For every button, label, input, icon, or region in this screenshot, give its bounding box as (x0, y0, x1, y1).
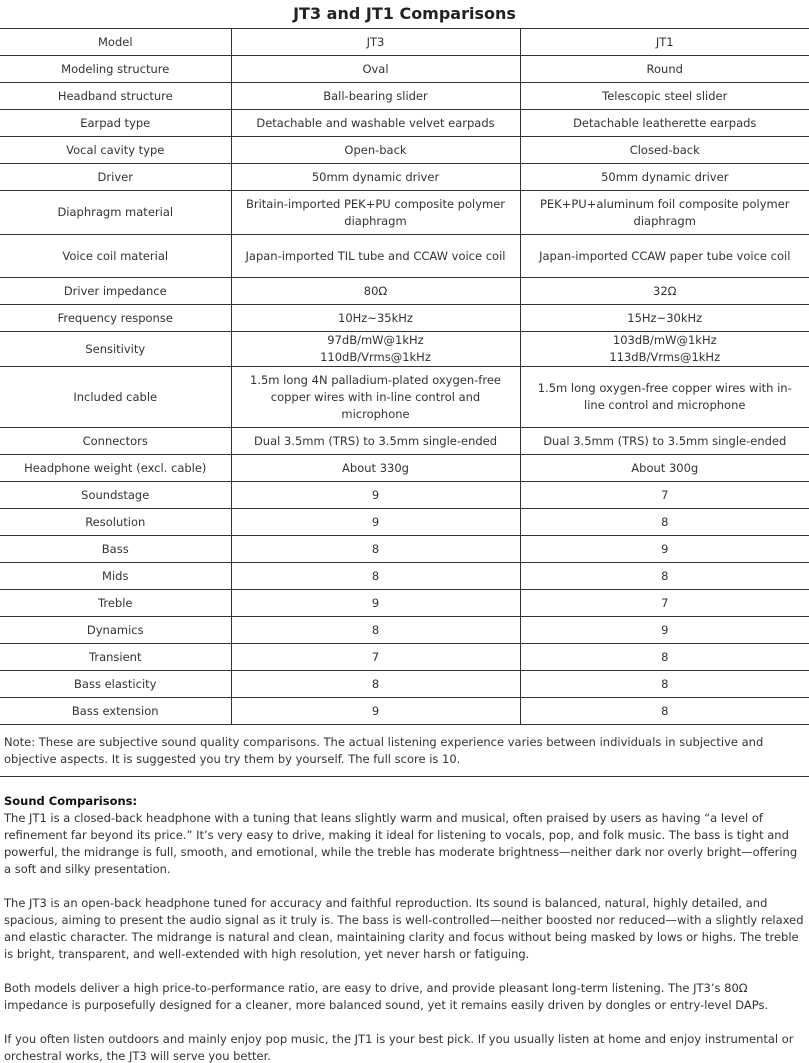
cell-text: Modeling structure (61, 61, 170, 76)
spec-label-cell (0, 191, 231, 235)
cell-text: 103dB/mW@1kHz (612, 333, 717, 347)
table-row (0, 29, 809, 56)
cell-text: Included cable (73, 389, 158, 404)
table-row (0, 235, 809, 278)
jt1-value-cell (520, 536, 809, 563)
jt3-value-cell (231, 590, 520, 617)
cell-text: 110dB/Vrms@1kHz (320, 350, 431, 364)
cell-text: Open-back (344, 142, 407, 157)
jt1-value-cell (520, 191, 809, 235)
table-row (0, 482, 809, 509)
jt3-value-cell (231, 428, 520, 455)
table-row (0, 164, 809, 191)
table-row (0, 590, 809, 617)
cell-text: 9 (371, 487, 380, 502)
cell-text: Vocal cavity type (66, 142, 165, 157)
table-row (0, 428, 809, 455)
spec-label-cell (0, 164, 231, 191)
cell-text: Britain-imported PEK+PU composite polymer diaphragm (245, 196, 506, 228)
spec-label-cell (0, 590, 231, 617)
cell-text: 8 (661, 514, 669, 529)
table-row (0, 563, 809, 590)
jt1-value-cell (520, 164, 809, 191)
jt1-value-cell (520, 83, 809, 110)
cell-text: Bass (101, 541, 129, 556)
jt3-value-cell (231, 482, 520, 509)
sound-paragraph: The JT3 is an open-back headphone tuned for accuracy and faithful reproduction. Its sound is balanced, natural, highly detailed, and spacious, aiming to present the audio signal as it truly is. The bass is well-controlled—neither boosted nor reduced—with a slightly relaxed and elastic character. The midrange is natural and clean, maintaining clarity and focus without being masked by lows or highs. The treble is bright, transparent, and well-extended with high resolution, yet never harsh or fatiguing. (4, 896, 804, 961)
table-row (0, 191, 809, 235)
jt3-value-cell (231, 305, 520, 332)
jt3-value-cell (231, 671, 520, 698)
jt3-value-cell (231, 332, 520, 367)
jt1-value-cell (520, 428, 809, 455)
spec-label-cell (0, 137, 231, 164)
jt1-value-cell (520, 509, 809, 536)
jt3-value-cell (231, 563, 520, 590)
cell-text: 7 (661, 487, 669, 502)
cell-text: Voice coil material (62, 248, 169, 263)
jt3-value-cell (231, 164, 520, 191)
jt1-value-cell (520, 56, 809, 83)
cell-text: Transient (89, 649, 142, 664)
jt1-value-cell (520, 482, 809, 509)
table-row (0, 698, 809, 725)
spec-label-cell (0, 278, 231, 305)
jt3-value-cell (231, 617, 520, 644)
table-row (0, 455, 809, 482)
jt1-value-cell (520, 698, 809, 725)
jt3-value-cell (231, 110, 520, 137)
cell-text: 1.5m long oxygen-free copper wires with in-line control and microphone (537, 381, 792, 412)
cell-text: 113dB/Vrms@1kHz (609, 350, 721, 364)
cell-text: Frequency response (57, 310, 173, 325)
cell-text: Model (97, 34, 133, 49)
jt1-value-cell (520, 455, 809, 482)
cell-text: Oval (362, 61, 389, 76)
cell-text: 7 (371, 649, 380, 664)
jt3-value-cell (231, 278, 520, 305)
cell-text: 9 (661, 541, 669, 556)
cell-text: 8 (371, 568, 380, 583)
jt1-value-cell (520, 332, 809, 367)
cell-text: Diaphragm material (57, 205, 174, 219)
jt1-value-cell (520, 29, 809, 56)
sound-comparisons-section (0, 777, 809, 1063)
cell-text: 32Ω (653, 283, 677, 298)
table-row (0, 137, 809, 164)
table-row (0, 278, 809, 305)
cell-text: 8 (371, 622, 380, 637)
cell-text: Japan-imported TIL tube and CCAW voice coil (245, 248, 506, 263)
spec-label-cell (0, 305, 231, 332)
spec-label-cell (0, 563, 231, 590)
sound-paragraph: The JT1 is a closed-back headphone with a tuning that leans slightly warm and musical, often praised by users as having “a level of refinement far beyond its price.” It’s very easy to drive, making it ideal for listening to vocals, pop, and folk music. The bass is tight and powerful, the midrange is full, smooth, and emotional, while the treble has moderate brightness—neither dark nor overly bright—offering a soft and silky presentation. (4, 811, 798, 876)
cell-text: 8 (661, 703, 669, 718)
table-row (0, 536, 809, 563)
cell-text: Detachable leatherette earpads (573, 115, 757, 130)
spec-label-cell (0, 617, 231, 644)
jt3-value-cell (231, 29, 520, 56)
cell-text: 50mm dynamic driver (601, 169, 729, 184)
cell-text: 1.5m long 4N palladium-plated oxygen-free copper wires with in-line control and microphone (250, 372, 501, 421)
table-row (0, 671, 809, 698)
jt3-value-cell (231, 536, 520, 563)
cell-text: 9 (371, 703, 380, 718)
spec-label-cell (0, 482, 231, 509)
cell-text: Treble (98, 595, 133, 610)
jt3-value-cell (231, 137, 520, 164)
cell-text: Round (646, 61, 683, 76)
cell-text: Earpad type (80, 115, 151, 130)
table-row (0, 305, 809, 332)
table-row (0, 332, 809, 367)
cell-text: 8 (371, 541, 380, 556)
table-row (0, 56, 809, 83)
jt1-value-cell (520, 590, 809, 617)
spec-label-cell (0, 698, 231, 725)
jt1-value-cell (520, 563, 809, 590)
table-row (0, 617, 809, 644)
jt1-value-cell (520, 278, 809, 305)
cell-text: Dual 3.5mm (TRS) to 3.5mm single-ended (543, 433, 787, 448)
jt1-value-cell (520, 110, 809, 137)
jt3-value-cell (231, 56, 520, 83)
cell-text: PEK+PU+aluminum foil composite polymer diaphragm (539, 196, 790, 228)
cell-text: 7 (661, 595, 669, 610)
jt3-value-cell (231, 367, 520, 428)
cell-text: 9 (371, 595, 380, 610)
spec-label-cell (0, 428, 231, 455)
cell-text: Mids (102, 568, 129, 583)
cell-text: Sensitivity (85, 341, 146, 356)
cell-text: Bass elasticity (74, 676, 157, 691)
spec-label-cell (0, 509, 231, 536)
jt1-value-cell (520, 617, 809, 644)
cell-text: Dynamics (86, 622, 144, 637)
cell-text: Headband structure (57, 88, 173, 103)
cell-text: JT1 (655, 34, 674, 49)
jt3-value-cell (231, 509, 520, 536)
cell-text: Resolution (85, 514, 146, 529)
cell-text: Dual 3.5mm (TRS) to 3.5mm single-ended (253, 433, 498, 448)
cell-text: Telescopic steel slider (602, 88, 728, 103)
jt1-value-cell (520, 305, 809, 332)
sound-paragraph: Both models deliver a high price-to-performance ratio, are easy to drive, and provide pleasant long-term listening. The JT3’s 80Ω impedance is purposefully designed for a cleaner, more balanced sound, yet it remains easily driven by dongles or entry-level DAPs. (4, 981, 769, 1012)
spec-label-cell (0, 332, 231, 367)
cell-text: Headphone weight (excl. cable) (24, 460, 207, 475)
jt3-value-cell (231, 698, 520, 725)
jt3-value-cell (231, 83, 520, 110)
cell-text: Japan-imported CCAW paper tube voice coil (539, 248, 791, 263)
spec-label-cell (0, 56, 231, 83)
cell-text: About 330g (342, 460, 409, 475)
cell-text: Driver (97, 169, 133, 184)
jt1-value-cell (520, 671, 809, 698)
cell-text: 80Ω (363, 283, 388, 298)
spec-label-cell (0, 455, 231, 482)
jt1-value-cell (520, 644, 809, 671)
cell-text: 8 (661, 649, 669, 664)
jt3-value-cell (231, 191, 520, 235)
spec-label-cell (0, 110, 231, 137)
cell-text: 8 (661, 568, 669, 583)
comparison-table (0, 28, 809, 725)
table-row (0, 110, 809, 137)
cell-text: JT3 (366, 34, 385, 49)
spec-label-cell (0, 83, 231, 110)
page-title: JT3 and JT1 Comparisons (293, 4, 516, 23)
jt1-value-cell (520, 367, 809, 428)
cell-text: 97dB/mW@1kHz (327, 333, 424, 347)
cell-text: Detachable and washable velvet earpads (256, 115, 495, 130)
table-row (0, 83, 809, 110)
cell-text: 9 (371, 514, 380, 529)
spec-label-cell (0, 644, 231, 671)
jt3-value-cell (231, 455, 520, 482)
jt1-value-cell (520, 137, 809, 164)
cell-text: 8 (661, 676, 669, 691)
table-row (0, 367, 809, 428)
cell-text: 10Hz~35kHz (338, 310, 413, 325)
note-text: Note: These are subjective sound quality comparisons. The actual listening experience varies between individuals in subjective and objective aspects. It is suggested you try them by yourself. The full score is 10. (0, 725, 809, 777)
cell-text: Bass extension (71, 703, 159, 718)
table-row (0, 509, 809, 536)
cell-text: Driver impedance (63, 283, 167, 298)
jt3-value-cell (231, 235, 520, 278)
cell-text: Connectors (82, 433, 148, 448)
cell-text: 15Hz~30kHz (627, 310, 703, 325)
jt1-value-cell (520, 235, 809, 278)
sound-paragraph: If you often listen outdoors and mainly enjoy pop music, the JT1 is your best pick. If you usually listen at home and enjoy instrumental or orchestral works, the JT3 will serve you better. (4, 1032, 794, 1063)
cell-text: About 300g (631, 460, 699, 475)
spec-label-cell (0, 29, 231, 56)
spec-label-cell (0, 367, 231, 428)
cell-text: 9 (661, 622, 669, 637)
table-row (0, 644, 809, 671)
cell-text: 50mm dynamic driver (311, 169, 440, 184)
spec-label-cell (0, 536, 231, 563)
jt3-value-cell (231, 644, 520, 671)
cell-text: Soundstage (81, 487, 150, 502)
cell-text: Ball-bearing slider (323, 88, 428, 103)
cell-text: Closed-back (629, 142, 700, 157)
cell-text: 8 (371, 676, 380, 691)
spec-label-cell (0, 671, 231, 698)
spec-label-cell (0, 235, 231, 278)
sound-comparisons-heading: Sound Comparisons: (4, 794, 138, 808)
